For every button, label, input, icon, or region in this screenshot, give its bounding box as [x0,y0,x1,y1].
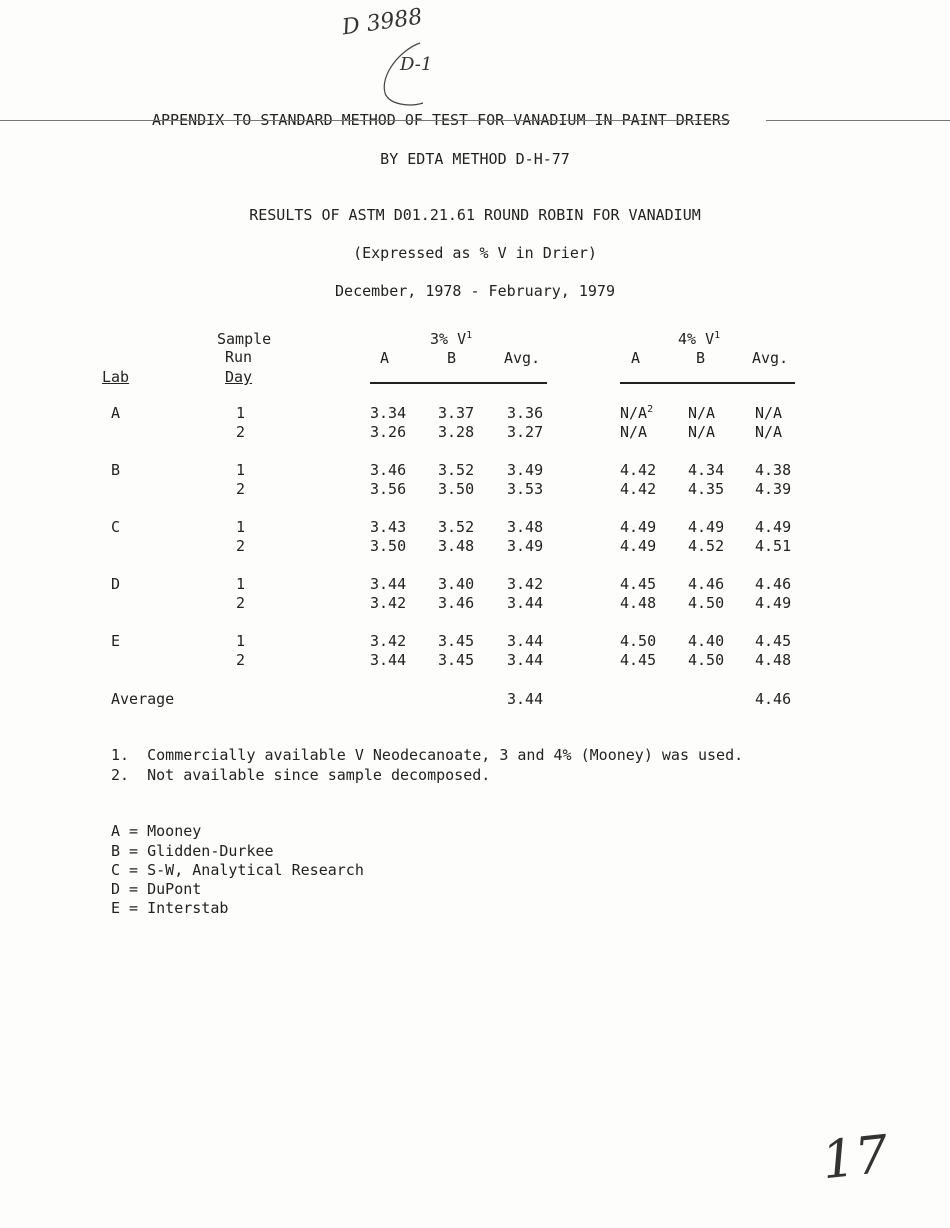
subheader-b-3pct: B [447,349,457,367]
cell-4pct-a [620,594,656,612]
cell-4pct-avg-value: N/A [755,404,783,422]
cell-3pct-b [438,404,474,422]
title-rule-left [0,120,152,121]
cell-lab [111,461,120,479]
cell-3pct-avg-value: 3.44 [507,651,544,669]
cell-run-day-value: 2 [236,480,246,498]
subheader-b-4pct: B [696,349,706,367]
cell-4pct-b [688,575,724,593]
cell-3pct-avg-value: 3.44 [507,594,544,612]
cell-3pct-a-value: 3.42 [370,632,407,650]
results-title: RESULTS OF ASTM D01.21.61 ROUND ROBIN FOR VANADIUM [249,206,701,224]
cell-4pct-avg-value: 4.49 [755,594,792,612]
cell-3pct-avg-value: 3.49 [507,537,544,555]
cell-run-day [236,537,245,555]
cell-3pct-avg-value: 3.53 [507,480,544,498]
legend-lab-e: E = Interstab [111,899,229,917]
cell-4pct-avg [755,518,791,536]
cell-4pct-b-value: 4.35 [688,480,725,498]
cell-4pct-a [620,461,656,479]
cell-3pct-a [370,480,406,498]
cell-4pct-b [688,594,724,612]
cell-lab-value: D [111,575,121,593]
cell-3pct-a-value: 3.42 [370,594,407,612]
cell-4pct-avg [755,575,791,593]
cell-4pct-avg-value: 4.45 [755,632,792,650]
cell-4pct-avg [755,594,791,612]
average-label: Average [111,690,175,708]
average-3pct: 3.44 [507,690,544,708]
group-4pct-label: 4% V [678,330,715,348]
cell-4pct-b [688,480,724,498]
cell-3pct-a-value: 3.50 [370,537,407,555]
handwritten-doc-code: D 3988 [340,4,424,41]
expressed-note: (Expressed as % V in Drier) [353,244,597,262]
document-title: APPENDIX TO STANDARD METHOD OF TEST FOR VANADIUM IN PAINT DRIERS [152,111,730,129]
cell-3pct-a-value: 3.56 [370,480,407,498]
cell-4pct-b-value: 4.52 [688,537,725,555]
cell-4pct-a [620,518,656,536]
cell-run-day [236,423,245,441]
cell-4pct-b-value: 4.34 [688,461,725,479]
cell-3pct-a [370,461,406,479]
cell-lab-value: A [111,404,121,422]
header-rule-3pct [370,382,547,384]
legend-lab-d: D = DuPont [111,880,202,898]
cell-4pct-b [688,651,724,669]
legend-lab-c: C = S-W, Analytical Research [111,861,364,879]
cell-run-day [236,651,245,669]
legend-lab-a: A = Mooney [111,822,202,840]
cell-run-day-value: 1 [236,575,246,593]
cell-3pct-b-value: 3.37 [438,404,475,422]
cell-3pct-b-value: 3.52 [438,518,475,536]
cell-3pct-a [370,594,406,612]
cell-4pct-avg [755,651,791,669]
cell-4pct-avg [755,423,782,441]
cell-run-day [236,632,245,650]
cell-3pct-a-value: 3.44 [370,575,407,593]
cell-4pct-avg [755,461,791,479]
cell-4pct-avg-value: 4.39 [755,480,792,498]
header-lab: Lab [102,368,130,386]
cell-lab-value: E [111,632,121,650]
title-rule-right [766,120,950,121]
cell-4pct-a-value: 4.50 [620,632,657,650]
cell-3pct-avg-value: 3.42 [507,575,544,593]
footnote-2: 2. Not available since sample decomposed. [111,766,491,784]
group-4pct-footnote-ref: 1 [714,330,721,341]
cell-run-day [236,461,245,479]
subheader-avg-3pct: Avg. [504,349,541,367]
cell-3pct-a [370,423,406,441]
cell-run-day-value: 2 [236,651,246,669]
cell-3pct-b [438,423,474,441]
cell-3pct-b-value: 3.50 [438,480,475,498]
header-rule-4pct [620,382,795,384]
cell-3pct-a-value: 3.46 [370,461,407,479]
cell-4pct-b [688,404,715,422]
cell-3pct-a-value: 3.26 [370,423,407,441]
cell-4pct-a-value: 4.49 [620,537,657,555]
legend-lab-b: B = Glidden-Durkee [111,842,274,860]
cell-3pct-b [438,461,474,479]
group-3pct-footnote-ref: 1 [466,330,473,341]
cell-3pct-a [370,575,406,593]
cell-4pct-b-value: N/A [688,423,716,441]
cell-4pct-b [688,632,724,650]
cell-run-day [236,594,245,612]
cell-4pct-avg-value: 4.48 [755,651,792,669]
cell-4pct-a [620,537,656,555]
cell-4pct-avg-value: 4.38 [755,461,792,479]
cell-run-day [236,404,245,422]
subheader-a-4pct: A [631,349,641,367]
cell-3pct-b [438,575,474,593]
handwritten-page-number: 17 [819,1124,892,1192]
group-header-3pct [430,330,472,348]
cell-3pct-a [370,651,406,669]
cell-4pct-avg-value: N/A [755,423,783,441]
cell-4pct-b [688,518,724,536]
cell-3pct-b [438,480,474,498]
cell-4pct-b-value: 4.50 [688,594,725,612]
cell-3pct-b-value: 3.46 [438,594,475,612]
cell-4pct-avg [755,480,791,498]
cell-3pct-a-value: 3.44 [370,651,407,669]
cell-3pct-b [438,537,474,555]
cell-3pct-a-value: 3.43 [370,518,407,536]
cell-3pct-avg [507,594,543,612]
subheader-avg-4pct: Avg. [752,349,789,367]
cell-4pct-a [620,575,656,593]
cell-3pct-avg [507,404,543,422]
cell-3pct-avg [507,575,543,593]
cell-3pct-avg-value: 3.48 [507,518,544,536]
cell-4pct-b-value: 4.46 [688,575,725,593]
cell-4pct-a [620,632,656,650]
cell-3pct-avg-value: 3.44 [507,632,544,650]
cell-4pct-b [688,537,724,555]
cell-lab-value: B [111,461,121,479]
cell-lab [111,404,120,422]
cell-run-day-value: 2 [236,594,246,612]
cell-3pct-b-value: 3.52 [438,461,475,479]
group-3pct-label: 3% V [430,330,467,348]
group-header-4pct [678,330,720,348]
cell-4pct-avg [755,404,782,422]
cell-4pct-b-value: 4.49 [688,518,725,536]
cell-4pct-a-value: 4.42 [620,461,657,479]
cell-lab-value: C [111,518,121,536]
cell-4pct-b-value: 4.50 [688,651,725,669]
cell-3pct-b [438,518,474,536]
cell-4pct-b [688,423,715,441]
cell-run-day-value: 2 [236,537,246,555]
cell-4pct-a-value: 4.45 [620,575,657,593]
cell-run-day [236,518,245,536]
cell-3pct-a [370,518,406,536]
cell-3pct-avg-value: 3.27 [507,423,544,441]
cell-4pct-a-value: 4.42 [620,480,657,498]
footnote-ref-2: 2 [647,404,654,415]
cell-3pct-b [438,632,474,650]
handwritten-mark: D-1 [400,54,433,75]
cell-4pct-a-value: N/A [620,423,648,441]
cell-4pct-avg-value: 4.46 [755,575,792,593]
cell-3pct-a-value: 3.34 [370,404,407,422]
cell-4pct-a [620,423,647,441]
cell-3pct-a [370,404,406,422]
cell-3pct-avg [507,461,543,479]
cell-4pct-a [620,480,656,498]
cell-4pct-avg [755,632,791,650]
cell-run-day-value: 2 [236,423,246,441]
cell-3pct-b-value: 3.40 [438,575,475,593]
cell-3pct-b-value: 3.48 [438,537,475,555]
header-run: Run [225,348,253,366]
cell-run-day [236,480,245,498]
header-sample: Sample [217,330,272,348]
subheader-a-3pct: A [380,349,390,367]
cell-3pct-avg [507,518,543,536]
cell-lab [111,575,120,593]
cell-3pct-avg [507,651,543,669]
cell-3pct-b [438,594,474,612]
footnote-1: 1. Commercially available V Neodecanoate, 3 and 4% (Mooney) was used. [111,746,744,764]
cell-3pct-a [370,632,406,650]
cell-3pct-avg [507,480,543,498]
cell-4pct-a [620,651,656,669]
date-range: December, 1978 - February, 1979 [335,282,615,300]
cell-4pct-a-value: 4.45 [620,651,657,669]
cell-run-day-value: 1 [236,632,246,650]
cell-4pct-b [688,461,724,479]
cell-3pct-avg [507,537,543,555]
cell-lab [111,632,120,650]
cell-4pct-a-value: 4.49 [620,518,657,536]
cell-3pct-avg [507,423,543,441]
cell-3pct-b [438,651,474,669]
cell-4pct-avg-value: 4.51 [755,537,792,555]
cell-4pct-a-value: 4.48 [620,594,657,612]
cell-4pct-a-value: N/A [620,404,648,422]
cell-run-day-value: 1 [236,518,246,536]
cell-3pct-a [370,537,406,555]
document-subtitle: BY EDTA METHOD D-H-77 [380,150,570,168]
cell-4pct-avg-value: 4.49 [755,518,792,536]
cell-3pct-b-value: 3.45 [438,651,475,669]
cell-4pct-b-value: N/A [688,404,716,422]
cell-run-day [236,575,245,593]
cell-run-day-value: 1 [236,404,246,422]
cell-3pct-avg-value: 3.36 [507,404,544,422]
cell-4pct-a [620,404,653,422]
cell-3pct-avg-value: 3.49 [507,461,544,479]
cell-4pct-b-value: 4.40 [688,632,725,650]
cell-run-day-value: 1 [236,461,246,479]
cell-3pct-avg [507,632,543,650]
cell-lab [111,518,120,536]
cell-3pct-b-value: 3.45 [438,632,475,650]
cell-3pct-b-value: 3.28 [438,423,475,441]
header-day: Day [225,368,253,386]
cell-4pct-avg [755,537,791,555]
average-4pct: 4.46 [755,690,792,708]
